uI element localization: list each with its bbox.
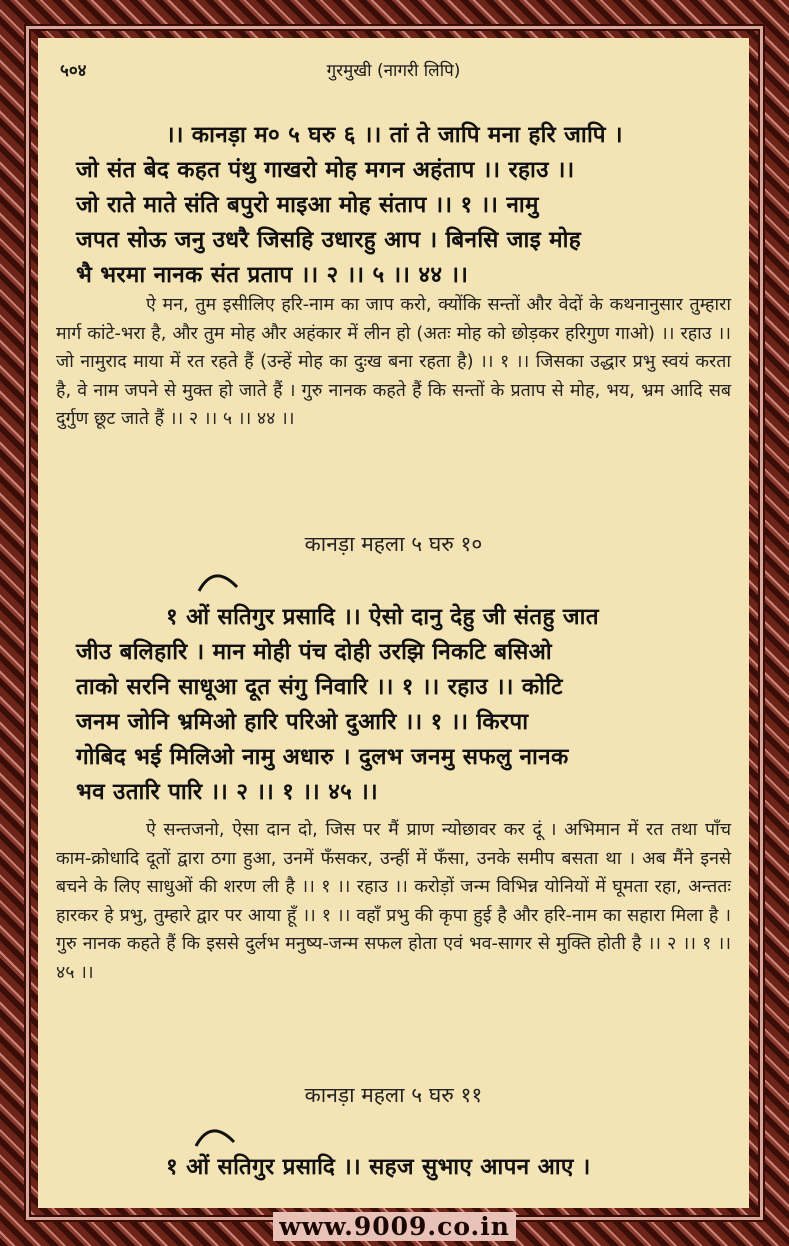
verse-line: १ ओं सतिगुर प्रसादि ।। ऐसो दानु देहु जी संतहु जात	[166, 604, 599, 630]
gloss-text: ऐ मन, तुम इसीलिए हरि-नाम का जाप करो, क्योंकि सन्तों और वेदों के कथनानुसार तुम्हारा मार्ग कांटे-भरा है, और तुम मोह और अहंकार में लीन हो (अतः मोह को छोड़कर हरिगुण गाओ) ।। रहाउ ।। जो नामुराद माया में रत रहते हैं (उन्हें मोह का दुःख बना रहता है) ।। १ ।। जिसका उद्धार प्रभु स्वयं करता है, वे नाम जपने से मुक्त हो जाते हैं । गुरु नानक कहते हैं कि सन्तों के प्रताप से मोह, भय, भ्रम आदि सब दुर्गुण छूट जाते हैं ।। २ ।। ५ ।। ४४ ।।	[56, 294, 731, 430]
scripture-page	[38, 38, 749, 1208]
section-title-ghar-11: कानड़ा महला ५ घरु ११	[304, 1083, 483, 1107]
shabad-45-gloss	[56, 816, 731, 988]
shabad-44-verse	[76, 118, 716, 293]
verse-line: जो राते माते संति बपुरो माइआ मोह संताप ।। १ ।। नामु	[76, 192, 539, 218]
section-title-ghar-10: कानड़ा महला ५ घरु १०	[304, 532, 483, 556]
page-number: ५०४	[60, 61, 87, 81]
website-url-text[interactable]: www.9009.co.in	[273, 1212, 516, 1241]
gloss-text: ऐ सन्तजनो, ऐसा दान दो, जिस पर मैं प्राण न्योछावर कर दूं । अभिमान में रत तथा पाँच काम-क्रोधादि दूतों द्वारा ठगा हुआ, उनमें फँसकर, उन्हीं में फँसा, उनके समीप बसता था । अब मैंने इनसे बचने के लिए साधुओं की शरण ली है ।। १ ।। रहाउ ।। करोड़ों जन्म विभिन्न योनियों में घूमता रहा, अन्ततः हारकर हे प्रभु, तुम्हारे द्वार पर आया हूँ ।। १ ।। वहाँ प्रभु की कृपा हुई है और हरि-नाम का सहारा मिला है । गुरु नानक कहते हैं कि इससे दुर्लभ मनुष्य-जन्म सफल होता एवं भव-सागर से मुक्ति होती है ।। २ ।। १ ।। ४५ ।।	[56, 819, 731, 983]
verse-line: ।। कानड़ा म० ५ घरु ६ ।। तां ते जापि मना हरि जापि ।	[166, 122, 623, 148]
verse-line: गोबिद भई मिलिओ नामु अधारु । दुलभ जनमु सफलु नानक	[76, 744, 569, 770]
website-url[interactable]	[0, 1212, 789, 1241]
page-header	[38, 58, 749, 88]
ek-onkar-arc-icon	[193, 1122, 237, 1148]
shabad-46-verse	[76, 1150, 716, 1185]
verse-line: भव उतारि पारि ।। २ ।। १ ।। ४५ ।।	[76, 779, 378, 805]
shabad-45-verse	[76, 600, 716, 810]
verse-line: जपत सोऊ जनु उधरै जिसहि उधारहु आप । बिनसि जाइ मोह	[76, 227, 581, 253]
verse-line: ताको सरनि साधूआ दूत संगु निवारि ।। १ ।। रहाउ ।। कोटि	[76, 674, 563, 700]
ek-onkar-arc-icon	[196, 567, 240, 593]
verse-line: जो संत बेद कहत पंथु गाखरो मोह मगन अहंताप ।। रहाउ ।।	[76, 157, 575, 183]
verse-line: जनम जोनि भ्रमिओ हारि परिओ दुआरि ।। १ ।। किरपा	[76, 709, 529, 735]
shabad-44-gloss	[56, 291, 731, 434]
running-title: गुरमुखी (नागरी लिपि)	[326, 61, 461, 81]
verse-line: जीउ बलिहारि । मान मोही पंच दोही उरझि निकटि बसिओ	[76, 639, 552, 665]
verse-line: भै भरमा नानक संत प्रताप ।। २ ।। ५ ।। ४४ ।।	[76, 262, 469, 288]
verse-line: १ ओं सतिगुर प्रसादि ।। सहज सुभाए आपन आए ।	[166, 1154, 591, 1180]
